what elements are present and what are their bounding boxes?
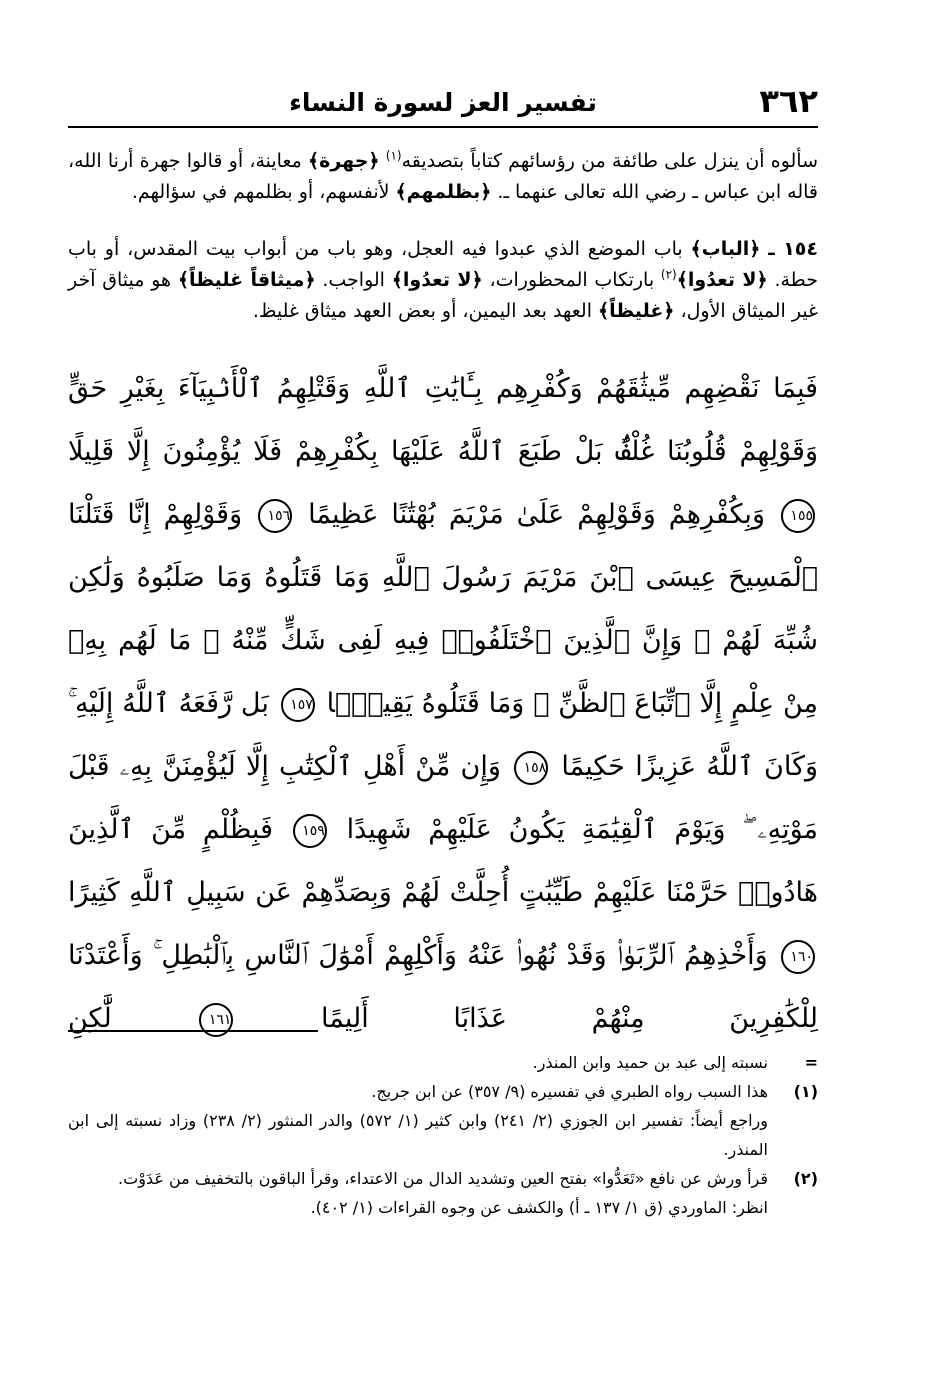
quran-text-block: [68, 357, 818, 1050]
footnote: [68, 1048, 818, 1077]
text: باب الموضع الذي عبدوا فيه العجل، وهو باب من أبواب بيت المقدس، أو باب حطة.: [68, 238, 818, 291]
verse-end-marker: ١٥٨: [514, 751, 548, 785]
quran-verse: وَأَخْذِهِمُ ٱلرِّبَوٰا۟ وَقَدْ نُهُوا۟ عَنْهُ وَأَكْلِهِمْ أَمْوَٰلَ ٱلنَّاسِ بِٱلْبَٰطِلِ ۚ وَأَعْتَدْنَا لِلْكَٰفِرِينَ مِنْهُمْ عَذَابًا أَلِيمًا: [68, 940, 818, 1034]
text: سألوه أن ينزل على طائفة من رؤسائهم كتاباً بتصديقه: [401, 150, 819, 172]
footnote-mark: (١): [793, 1082, 818, 1101]
quran-word: ﴿ميثاقاً غليظاً﴾: [177, 269, 316, 291]
verse-number: ١٥٤ ـ: [768, 238, 818, 260]
quran-verse: وَبِكُفْرِهِمْ وَقَوْلِهِمْ عَلَىٰ مَرْيَمَ بُهْتَٰنًا عَظِيمًا: [295, 499, 765, 530]
text: هو ميثاق آخر غير الميثاق الأول،: [68, 269, 818, 322]
page-number: ٣٦٢: [759, 82, 818, 120]
text: بارتكاب المحظورات،: [489, 269, 655, 291]
footnote-mark: =: [804, 1053, 818, 1072]
text: الواجب.: [322, 269, 385, 291]
footnote-text: انظر: الماوردي (ق ١/ ١٣٧ ـ أ) والكشف عن وجوه القراءات (١/ ٤٠٢).: [310, 1198, 768, 1217]
tafsir-paragraph-2: [68, 234, 818, 327]
quran-verse: لَّٰكِنِ: [68, 1003, 112, 1034]
verse-end-marker: ١٥٧: [281, 688, 315, 722]
footnote-mark: (٢): [793, 1169, 818, 1188]
footnote: [68, 1164, 818, 1222]
footnote-text: هذا السبب رواه الطبري في تفسيره (٩/ ٣٥٧) عن ابن جريج.: [371, 1082, 768, 1101]
page: [68, 78, 819, 1217]
footnote-text: قرأ ورش عن نافع «تَعَدُّوا» بفتح العين وتشديد الدال من الاعتداء، وقرأ الباقون بالتخفيف من عَدَوْت.: [118, 1169, 768, 1188]
quran-word: ﴿الباب﴾: [690, 238, 761, 260]
footnote-text: وراجع أيضاً: تفسير ابن الجوزي (٢/ ٢٤١) وابن كثير (١/ ٥٧٢) والدر المنثور (٢/ ٢٣٨) وزاد نسبته إلى ابن المنذر.: [68, 1111, 769, 1159]
footnote-ref-1[interactable]: (١): [385, 148, 402, 163]
footnotes: [68, 1048, 818, 1222]
verse-end-marker: ١٥٦: [258, 499, 292, 533]
page-header: [68, 78, 818, 128]
verse-end-marker: ١٥٩: [293, 814, 327, 848]
text: معاينة، أو قالوا جهرة أرنا الله، قاله ابن عباس ـ رضي الله تعالى عنهما ـ.: [68, 150, 818, 203]
footnote-ref-2[interactable]: (٢): [660, 267, 677, 282]
running-title: تفسير العز لسورة النساء: [289, 88, 597, 117]
footnote-separator: [68, 1030, 318, 1032]
quran-word: ﴿لا تعدُوا﴾: [676, 269, 768, 291]
quran-verse: وَإِن مِّنْ أَهْلِ ٱلْكِتَٰبِ إِلَّا لَيُؤْمِنَنَّ بِهِۦ قَبْلَ مَوْتِهِۦ ۖ وَيَوْمَ ٱلْقِيَٰمَةِ يَكُونُ عَلَيْهِمْ شَهِيدًا: [68, 751, 819, 845]
text: لأنفسهم، أو بظلمهم في سؤالهم.: [131, 181, 390, 203]
quran-word: ﴿غليظاً﴾: [598, 300, 675, 322]
footnote-text: نسبته إلى عبد بن حميد وابن المنذر.: [532, 1053, 768, 1072]
verse-end-marker: ١٦١: [199, 1003, 233, 1037]
verse-end-marker: ١٦٠: [781, 940, 815, 974]
verse-end-marker: ١٥٥: [781, 499, 815, 533]
quran-verse: بَل رَّفَعَهُ ٱللَّهُ إِلَيْهِ ۚ وَكَانَ ٱللَّهُ عَزِيزًا حَكِيمًا: [68, 688, 818, 782]
footnote: [68, 1077, 818, 1164]
quran-verse: فَبِظُلْمٍ مِّنَ ٱلَّذِينَ هَادُوا۟ حَرَّمْنَا عَلَيْهِمْ طَيِّبَٰتٍ أُحِلَّتْ لَهُمْ وَبِصَدِّهِمْ عَن سَبِيلِ ٱللَّهِ كَثِيرًا: [68, 814, 818, 908]
quran-word: ﴿لا تعدُوا﴾: [391, 269, 483, 291]
quran-word: ﴿بظلمهم﴾: [395, 181, 492, 203]
text: العهد بعد اليمين، أو بعض العهد ميثاق غليظ.: [252, 300, 592, 322]
tafsir-paragraph-1: [68, 146, 818, 208]
quran-verse: فَبِمَا نَقْضِهِم مِّيثَٰقَهُمْ وَكُفْرِهِم بِـَٔايَٰتِ ٱللَّهِ وَقَتْلِهِمُ ٱلْأَنۢبِيَآءَ بِغَيْرِ حَقٍّ وَقَوْلِهِمْ قُلُوبُنَا غُلْفٌۢ بَلْ طَبَعَ ٱللَّهُ عَلَيْهَا بِكُفْرِهِمْ فَلَا يُؤْمِنُونَ إِلَّا قَلِيلًا: [68, 373, 818, 467]
quran-word: ﴿جهرة﴾: [308, 150, 380, 172]
quran-verse: وَقَوْلِهِمْ إِنَّا قَتَلْنَا ٱلْمَسِيحَ عِيسَى ٱبْنَ مَرْيَمَ رَسُولَ ٱللَّهِ وَمَا قَتَلُوهُ وَمَا صَلَبُوهُ وَلَٰكِن شُبِّهَ لَهُمْ ۚ وَإِنَّ ٱلَّذِينَ ٱخْتَلَفُوا۟ فِيهِ لَفِى شَكٍّ مِّنْهُ ۚ مَا لَهُم بِهِۦ مِنْ عِلْمٍ إِلَّا ٱتِّبَاعَ ٱلظَّنِّ ۚ وَمَا قَتَلُوهُ يَقِينًۢا: [68, 499, 819, 719]
